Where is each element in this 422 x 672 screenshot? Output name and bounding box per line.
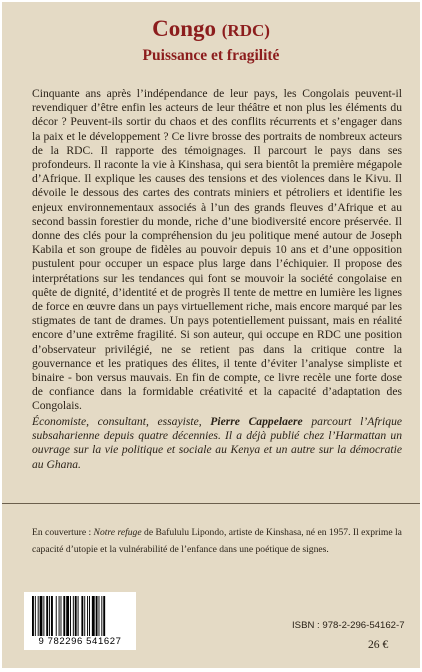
barcode-digits: 9 782296 541627: [38, 636, 122, 647]
blurb-line: depuis 10 ans et d’une opposition pustulent pour occuper un espace plus large dans: [32, 243, 403, 271]
blurb-line: associés à l’un des grands fleuves d’Afrique et au second bassin forestier du monde,: [32, 200, 402, 228]
barcode-bar: [61, 596, 62, 636]
barcode-bar: [84, 596, 85, 636]
back-cover: [2, 2, 420, 668]
blurb-line: RDC. Il rapporte des témoignages. Il parcourt le pays dans ses profondeurs. Il: [32, 143, 402, 172]
barcode-bar: [40, 596, 43, 636]
isbn: ISBN : 978-2-296-54162-7: [292, 620, 405, 631]
blurb-line: paix et le développement ? Ce livre brosse des portraits de nombreux acteurs de la: [32, 129, 402, 157]
barcode-bar: [92, 596, 95, 636]
barcode-bar: [66, 596, 69, 636]
barcode-bar: [103, 596, 105, 636]
barcode-bar: [75, 596, 77, 636]
barcode-bar: [73, 596, 74, 636]
barcode-bar: [101, 596, 102, 636]
blurb-paragraph: [32, 87, 402, 414]
credit-prefix: En couverture :: [32, 527, 92, 538]
barcode-bar: [81, 596, 83, 636]
blurb-line: des cartes des contrats miniers et pétroliers et identifie les enjeux environnementaux: [32, 186, 402, 214]
bio-intro: Économiste, consultant, essayiste,: [32, 415, 202, 428]
price: 26 €: [368, 638, 389, 651]
barcode: [24, 592, 136, 650]
barcode-bar: [70, 596, 71, 636]
blurb-line: l’échiquier. Il propose des interprétations sur les tendances qui font se mouvoir la: [32, 257, 402, 285]
book-subtitle: Puissance et fragilité: [142, 47, 280, 64]
artwork-title: Notre refuge: [93, 527, 142, 538]
book-title: [2, 16, 420, 44]
barcode-bar: [46, 596, 48, 636]
blurb-line: société congolaise en quête de dignité, d’identité et de progrès Il tente de mettre en: [32, 271, 402, 299]
cover-credit: [32, 525, 404, 558]
barcode-bar: [63, 596, 65, 636]
barcode-bar: [59, 596, 60, 636]
blurb-line: gouvernance et les pratiques des élites, il tente d’éviter l’analyse simpliste et binaire: [32, 356, 402, 385]
barcode-bars: [32, 596, 128, 636]
bio-rest: parcourt l’Afrique subsaharienne depuis quatre décennies. Il a déjà publié chez l’Harmattan un ouvrage sur la vie politique et sociale au Kenya et un autre sur la démocratie au Ghana.: [32, 415, 403, 471]
title-suffix: (RDC): [221, 21, 270, 40]
blurb-line: - bon versus mauvais. En fin de compte, ce livre recèle une forte dose de confiance: [32, 371, 402, 399]
blurb-line: lumière les lignes de force en œuvre dans un pays virtuellement riche, mais encore: [32, 285, 403, 314]
blurb-line: raconte la vie à Kinshasa, qui sera bientôt la première mégapole d’Afrique. Il: [32, 158, 402, 186]
author-bio: [32, 415, 402, 472]
barcode-bar: [38, 596, 39, 636]
blurb-line: revendiquer d’être enfin les acteurs de leur théâtre et non plus les éléments du: [32, 101, 402, 115]
barcode-bar: [99, 596, 100, 636]
barcode-bar: [89, 596, 90, 636]
blurb-line: riche d’une biodiversité encore préservée. Il donne des clés pour la compréhension: [32, 214, 402, 243]
barcode-bar: [51, 596, 53, 636]
blurb-line: position d’observateur privilégié, ne se retient pas dans la critique contre la: [32, 328, 402, 356]
barcode-bar: [87, 596, 88, 636]
barcode-bar: [49, 596, 50, 636]
barcode-bar: [32, 596, 34, 636]
barcode-bar: [43, 596, 44, 636]
barcode-bar: [56, 596, 57, 636]
barcode-bar: [78, 596, 79, 636]
blurb-line: décor ? Peuvent-ils sortir du chaos et des conflits récurrents et s’engager dans la: [32, 115, 402, 143]
blurb-line: Cinquante ans après l’indépendance de leur pays, les Congolais peuvent-il: [32, 87, 402, 100]
blurb-line: en réalité encore d’une extrême fragilité. Si son auteur, qui occupe en RDC une: [32, 314, 402, 342]
barcode-bar: [35, 596, 36, 636]
credit-text: de Bafululu Lipondo, artiste de Kinshasa, né en 1957. Il exprime la capacité d’utopie et la vulnérabilité de l’enfance dans une poétique de signes.: [32, 527, 402, 555]
blurb-line: marqué par les stigmates de tant de drames. Un pays potentiellement puissant, mais: [32, 300, 402, 328]
blurb-line: dans la formidable créativité et la capacité d’adaptation des Congolais.: [32, 385, 402, 413]
blurb-line: explique les causes des tensions et des violences dans le Kivu. Il dévoile le dessous: [32, 172, 402, 200]
divider: [2, 503, 420, 504]
blurb-line: du jeu politique mené autour de Joseph Kabila et son groupe de fidèles au pouvoir: [32, 229, 402, 257]
author-name: Pierre Cappelaere: [210, 415, 303, 428]
title-main: Congo: [152, 16, 216, 41]
barcode-bar: [96, 596, 98, 636]
